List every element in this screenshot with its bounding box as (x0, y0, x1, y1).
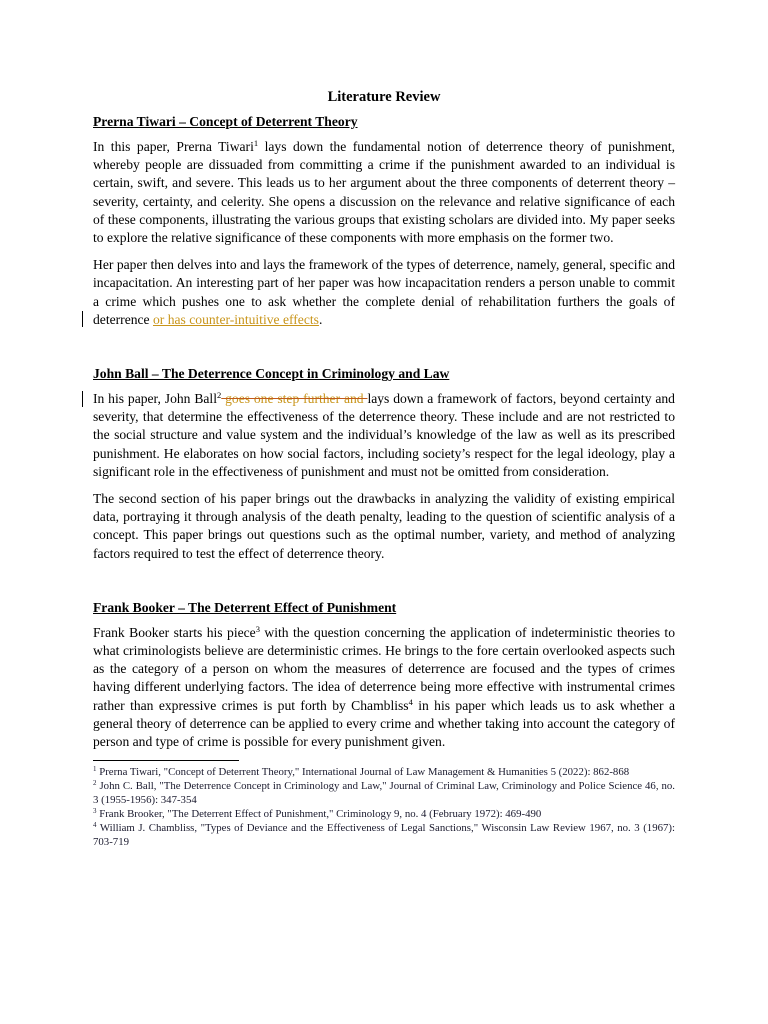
footnote-text: William J. Chambliss, "Types of Deviance and the Effectiveness of Legal Sanctions," Wisconsin Law Review 1967, no. 3 (1967): 703-719 (93, 822, 675, 849)
paragraph-text: lays down the fundamental notion of deterrence theory of punishment, whereby people are dissuaded from committing a crime if the punishment awarded to an individual is certain, swift, and severe. This leads us to her argument about the three components of deterrent theory – severity, certainty, and celerity. She opens a discussion on the relevance and relative significance of each of these components, illustrating the various groups that existing scholars are divided into. My paper seeks to explore the relative significance of these components with more emphasis on the former two. (93, 139, 675, 246)
paragraph-text: with the question concerning the application of indeterministic theories to what criminologists believe are deterministic crimes. He brings to the fore certain overlooked aspects such as the category of a person on whom the measures of deterrence are focused and the types of crimes having different underlying factors. The idea of deterrence being more effective with instrumental crimes rather than expressive crimes is put forth by Chambliss (93, 624, 675, 713)
footnote-3 (93, 807, 675, 821)
footnote-number: 2 (93, 779, 97, 788)
change-bar (82, 311, 83, 327)
paragraph-text: . (318, 311, 323, 327)
tracked-insertion[interactable]: or has counter-intuitive effects (153, 311, 319, 327)
paragraph-tiwari-2 (93, 256, 675, 329)
footnote-text: Frank Brooker, "The Deterrent Effect of Punishment," Criminology 9, no. 4 (February 1972): 469-490 (96, 808, 542, 821)
footnote-1 (93, 765, 675, 779)
footnote-text: Prerna Tiwari, "Concept of Deterrent Theory," International Journal of Law Management & Humanities 5 (2022): 862-868 (96, 766, 630, 779)
change-bar (82, 391, 83, 407)
footnote-ref-4[interactable]: 4 (408, 696, 413, 707)
paragraph-ball-1 (93, 390, 675, 481)
footnote-4 (93, 821, 675, 849)
page-title: Literature Review (327, 89, 441, 105)
section-heading-tiwari: Prerna Tiwari – Concept of Deterrent Theory (93, 114, 358, 129)
footnote-ref-1[interactable]: 1 (253, 138, 259, 148)
footnote-number: 4 (93, 821, 97, 830)
paragraph-text: Her paper then delves into and lays the framework of the types of deterrence, namely, general, specific and incapacitation. An interesting part of her paper was how incapacitation renders a person unable to commit a crime which pushes one to ask whether the complete denial of rehabilitation furthers the goals of deterrence (93, 257, 675, 327)
paragraph-tiwari-1 (93, 138, 675, 247)
paragraph-text: in his paper which leads us to ask whether a general theory of deterrence can be applied to every crime and whether taking into account the category of person and type of crime is possible for every punishment given. (93, 697, 675, 750)
paragraph-text: In his paper, John Ball (93, 391, 217, 407)
footnote-2 (93, 779, 675, 807)
footnote-separator (93, 760, 239, 761)
section-heading-ball: John Ball – The Deterrence Concept in Criminology and Law (93, 366, 450, 382)
footnote-number: 3 (93, 807, 97, 816)
section-heading-booker: Frank Booker – The Deterrent Effect of Punishment (93, 599, 397, 615)
footnote-number: 1 (93, 765, 97, 774)
footnote-ref-2[interactable]: 2 (217, 390, 222, 401)
footnote-text: John C. Ball, "The Deterrence Concept in Criminology and Law," Journal of Criminal Law, Criminology and Police Science 46, no. 3 (1955-1956): 347-354 (93, 780, 675, 807)
footnote-ref-3[interactable]: 3 (255, 623, 260, 634)
paragraph-text: In this paper, Prerna Tiwari (93, 139, 254, 154)
tracked-deletion[interactable]: goes one step further and (221, 391, 368, 407)
paragraph-booker-1 (93, 624, 675, 751)
paragraph-text: lays down a framework of factors, beyond certainty and severity, that determine the effectiveness of the deterrence theory. These include and are not restricted to the social structure and value system and the individual’s knowledge of the law as well as its prescribed punishment. He elaborates on how social factors, including society’s respect for the legal ideology, play a significant role in the effectiveness of punishment and must not be omitted from consideration. (93, 391, 675, 479)
footnotes (93, 765, 675, 849)
paragraph-text: Frank Booker starts his piece (93, 624, 256, 640)
paragraph-ball-2: The second section of his paper brings out the drawbacks in analyzing the validity of existing empirical data, portraying it through analysis of the death penalty, leading to the question of scientific analysis of a concept. This paper brings out questions such as the optimal number, variety, and method of analyzing factors required to test the effect of deterrence theory. (93, 491, 675, 561)
